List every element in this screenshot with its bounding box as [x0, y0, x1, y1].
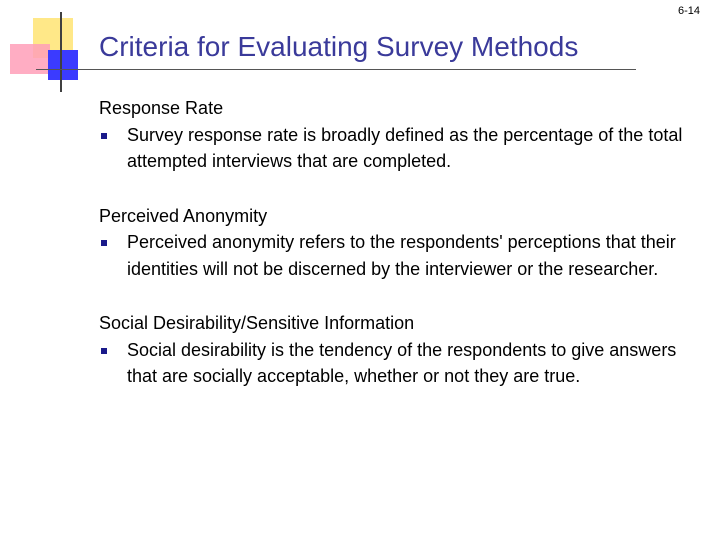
square-bullet-icon: [99, 337, 127, 354]
page-number: 6-14: [677, 5, 700, 17]
blue-square: [48, 50, 78, 80]
bullet-item: [99, 337, 709, 390]
section-heading: Social Desirability/Sensitive Information: [99, 313, 415, 333]
square-bullet-icon: [99, 229, 127, 246]
section-heading: Perceived Anonymity: [99, 205, 268, 226]
slide-title: Criteria for Evaluating Survey Methods: [99, 31, 579, 62]
section-heading: Response Rate: [99, 98, 224, 118]
square-bullet-icon: [99, 122, 127, 139]
section-social-desirability: [99, 310, 709, 390]
bullet-text: Social desirability is the tendency of the respondents to give answers that are socially acceptable, whether or not they are true.: [127, 339, 677, 386]
bullet-item: [99, 229, 709, 282]
title-underline: [36, 69, 636, 70]
vertical-rule: [60, 12, 62, 92]
section-perceived-anonymity: [99, 203, 709, 283]
bullet-text: Perceived anonymity refers to the respondents' perceptions that their identities will not be discerned by the interviewer or the researcher.: [127, 232, 676, 279]
section-response-rate: [99, 95, 709, 175]
slide-content: [99, 95, 709, 418]
decorative-squares: [0, 0, 100, 100]
bullet-item: [99, 122, 709, 175]
bullet-text: Survey response rate is broadly defined as the percentage of the total attempted interviews that are completed.: [127, 124, 683, 171]
